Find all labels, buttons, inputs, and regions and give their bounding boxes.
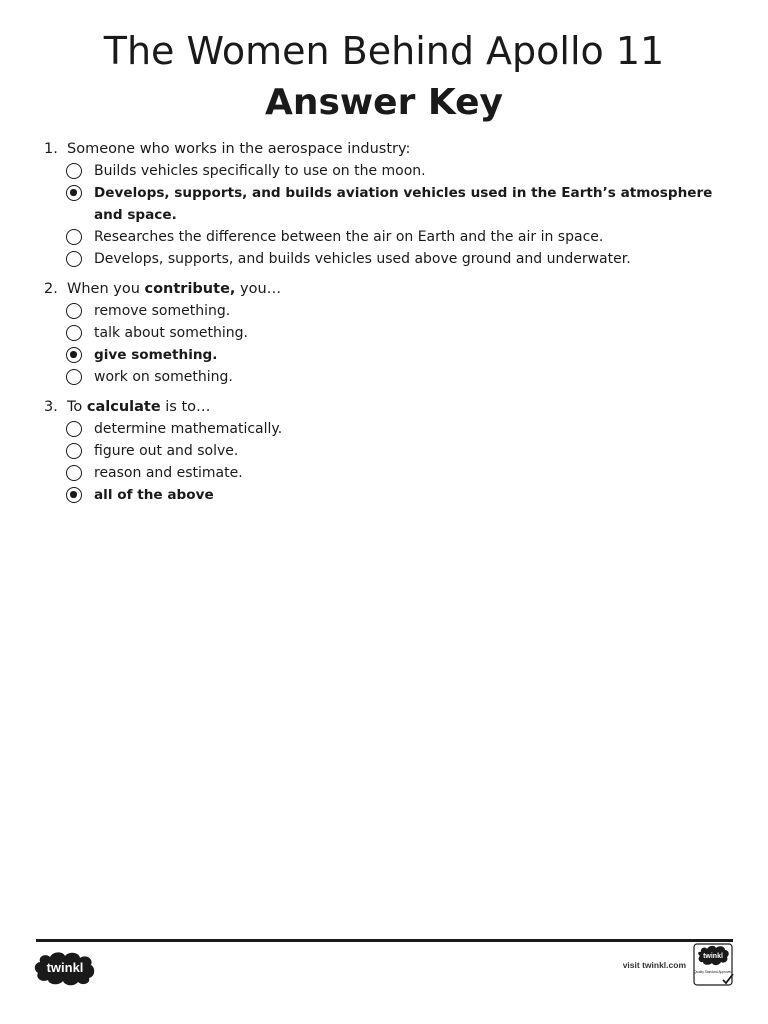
question-stem xyxy=(44,278,724,300)
page-title: The Women Behind Apollo 11 xyxy=(103,29,665,73)
radio-empty-icon[interactable] xyxy=(66,229,82,245)
option-label: Researches the difference between the air on Earth and the air in space. xyxy=(94,229,604,245)
option-label: talk about something. xyxy=(94,325,248,341)
stem-text: When you xyxy=(67,281,145,297)
radio-selected-icon[interactable] xyxy=(66,487,82,503)
radio-selected-icon[interactable] xyxy=(66,347,82,363)
question-number: 3. xyxy=(44,399,58,415)
option-item[interactable] xyxy=(66,440,724,462)
question-1 xyxy=(44,138,724,270)
option-label: all of the above xyxy=(94,487,214,503)
option-item[interactable] xyxy=(66,418,724,440)
option-list xyxy=(44,418,724,506)
question-2 xyxy=(44,278,724,388)
question-number: 1. xyxy=(44,141,58,157)
question-text xyxy=(67,138,410,160)
radio-empty-icon[interactable] xyxy=(66,369,82,385)
stem-keyword: contribute, xyxy=(144,281,236,297)
badge-logo-text: twinkl xyxy=(703,953,723,960)
question-list xyxy=(44,138,724,514)
option-item[interactable] xyxy=(66,462,724,484)
visit-link[interactable]: visit twinkl.com xyxy=(622,960,686,970)
option-label: determine mathematically. xyxy=(94,421,283,437)
option-label: Develops, supports, and builds aviation vehicles used in the Earth’s atmosphere and space. xyxy=(94,185,713,223)
stem-text: To xyxy=(67,399,87,415)
twinkl-logo[interactable] xyxy=(34,950,96,986)
option-label: figure out and solve. xyxy=(94,443,239,459)
quality-badge xyxy=(693,943,735,987)
option-item-correct[interactable] xyxy=(66,484,724,506)
option-label: work on something. xyxy=(94,369,233,385)
stem-keyword: calculate xyxy=(86,399,161,415)
radio-empty-icon[interactable] xyxy=(66,163,82,179)
option-label: Develops, supports, and builds vehicles used above ground and underwater. xyxy=(94,251,631,267)
option-item[interactable] xyxy=(66,366,724,388)
radio-empty-icon[interactable] xyxy=(66,303,82,319)
option-label: Builds vehicles specifically to use on the moon. xyxy=(94,163,426,179)
badge-caption: Quality Standard Approved xyxy=(693,970,733,974)
option-item-correct[interactable] xyxy=(66,182,724,226)
option-label: remove something. xyxy=(94,303,231,319)
page-subtitle: Answer Key xyxy=(264,82,504,123)
option-item[interactable] xyxy=(66,226,724,248)
stem-text: Someone who works in the aerospace industry: xyxy=(67,141,411,157)
stem-text-end: is to… xyxy=(160,399,211,415)
option-list xyxy=(44,300,724,388)
option-list xyxy=(44,160,724,270)
logo-text: twinkl xyxy=(46,960,84,975)
radio-empty-icon[interactable] xyxy=(66,465,82,481)
question-stem xyxy=(44,396,724,418)
radio-empty-icon[interactable] xyxy=(66,325,82,341)
option-item[interactable] xyxy=(66,160,724,182)
radio-selected-icon[interactable] xyxy=(66,185,82,201)
question-3 xyxy=(44,396,724,506)
radio-empty-icon[interactable] xyxy=(66,421,82,437)
question-number: 2. xyxy=(44,281,58,297)
option-item[interactable] xyxy=(66,248,724,270)
option-label: reason and estimate. xyxy=(94,465,243,481)
question-stem xyxy=(44,138,724,160)
option-item[interactable] xyxy=(66,322,724,344)
radio-empty-icon[interactable] xyxy=(66,443,82,459)
question-text xyxy=(67,278,281,300)
stem-text-end: you… xyxy=(235,281,282,297)
option-item-correct[interactable] xyxy=(66,344,724,366)
footer-divider xyxy=(36,939,733,942)
question-text xyxy=(67,396,211,418)
option-item[interactable] xyxy=(66,300,724,322)
option-label: give something. xyxy=(94,347,218,363)
radio-empty-icon[interactable] xyxy=(66,251,82,267)
